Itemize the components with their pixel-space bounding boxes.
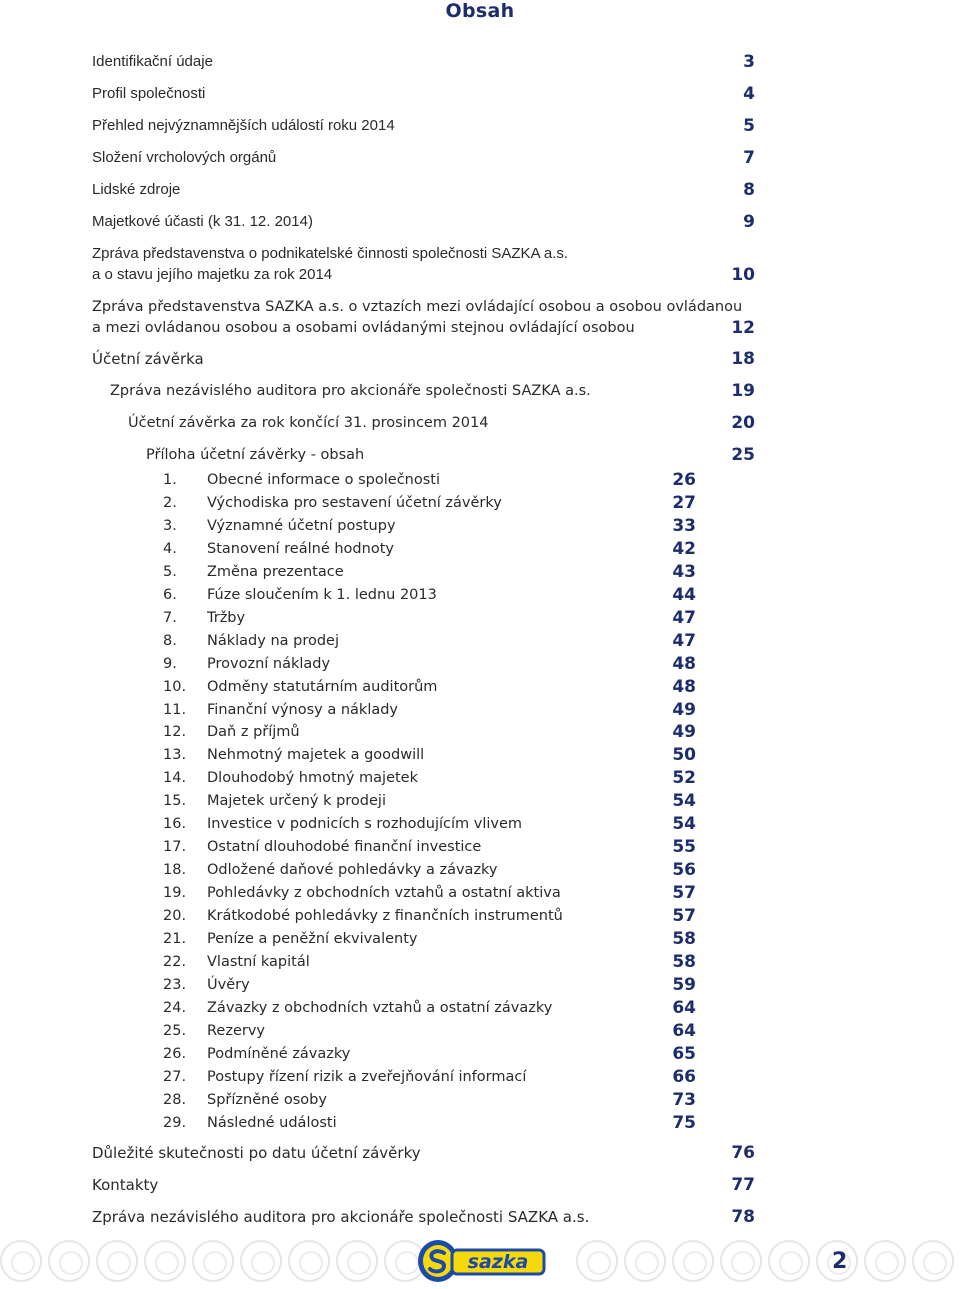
toc-page: 77	[731, 1175, 755, 1195]
note-label: Úvěry	[207, 976, 250, 993]
toc-label: Zpráva nezávislého auditora pro akcionáře společnosti SAZKA a.s.	[110, 383, 591, 399]
toc-entry-line2	[92, 265, 332, 285]
toc-entry[interactable]	[110, 381, 591, 401]
note-number: 19.	[163, 885, 187, 902]
toc-entry[interactable]	[92, 84, 205, 104]
note-page: 50	[672, 745, 696, 766]
note-entry[interactable]	[163, 929, 417, 949]
note-page: 59	[672, 974, 696, 995]
note-number: 15.	[163, 793, 187, 810]
note-number: 12.	[163, 724, 187, 741]
note-entry[interactable]	[163, 700, 398, 720]
note-number: 28.	[163, 1091, 187, 1108]
toc-label: Majetkové účasti (k 31. 12. 2014)	[92, 213, 313, 230]
note-label: Následné události	[207, 1114, 337, 1131]
watermark-circle	[576, 1240, 618, 1282]
note-label: Spřízněné osoby	[207, 1091, 327, 1108]
toc-page: 25	[731, 445, 755, 465]
note-entry[interactable]	[163, 975, 250, 995]
note-number: 9.	[163, 655, 177, 672]
note-entry[interactable]	[163, 470, 440, 490]
toc-label: Zpráva nezávislého auditora pro akcionáře společnosti SAZKA a.s.	[92, 1208, 590, 1226]
note-page: 66	[672, 1066, 696, 1087]
toc-label: Kontakty	[92, 1176, 159, 1194]
toc-page: 78	[731, 1207, 755, 1227]
note-page: 52	[672, 768, 696, 789]
watermark-circle	[336, 1240, 378, 1282]
note-page: 48	[672, 676, 696, 697]
note-page: 44	[672, 584, 696, 605]
toc-page: 76	[731, 1143, 755, 1163]
note-page: 26	[672, 470, 696, 490]
note-entry[interactable]	[163, 1044, 350, 1064]
note-page: 48	[672, 653, 696, 674]
note-entry[interactable]	[163, 562, 344, 582]
note-number: 10.	[163, 678, 187, 695]
note-number: 22.	[163, 953, 187, 970]
toc-entry[interactable]	[92, 180, 180, 200]
note-number: 24.	[163, 999, 187, 1016]
note-number: 16.	[163, 816, 187, 833]
note-page: 55	[672, 837, 696, 858]
watermark-circle	[288, 1240, 330, 1282]
note-entry[interactable]	[163, 1113, 337, 1133]
note-number: 1.	[163, 472, 177, 488]
note-entry[interactable]	[163, 1021, 265, 1041]
toc-entry[interactable]	[92, 1175, 158, 1195]
page-number: 2	[832, 1249, 848, 1274]
toc-entry[interactable]	[92, 297, 742, 317]
toc-page: 20	[731, 413, 755, 433]
toc-page: 10	[731, 265, 755, 285]
note-entry[interactable]	[163, 654, 330, 674]
toc-label: Zpráva představenstva o podnikatelské činnosti společnosti SAZKA a.s.	[92, 245, 569, 262]
toc-entry[interactable]	[92, 116, 395, 136]
note-entry[interactable]	[163, 883, 561, 903]
toc-entry[interactable]	[128, 413, 488, 433]
toc-page: 5	[743, 116, 755, 136]
note-label: Investice v podnicích s rozhodujícím vlivem	[207, 816, 522, 833]
note-entry[interactable]	[163, 952, 310, 972]
toc-page: 9	[743, 212, 755, 232]
note-page: 73	[672, 1089, 696, 1110]
note-label: Obecné informace o společnosti	[207, 472, 441, 488]
toc-page: 12	[731, 318, 755, 338]
toc-label: Zpráva představenstva SAZKA a.s. o vztazích mezi ovládající osobou a osobou ovládanou	[92, 299, 743, 315]
note-page: 58	[672, 951, 696, 972]
note-label: Významné účetní postupy	[207, 517, 396, 534]
watermark-circle	[768, 1240, 810, 1282]
toc-label: Identifikační údaje	[92, 53, 213, 70]
note-number: 2.	[163, 494, 177, 511]
note-label: Nehmotný majetek a goodwill	[207, 747, 425, 764]
note-number: 8.	[163, 632, 177, 649]
note-label: Odložené daňové pohledávky a závazky	[207, 862, 498, 879]
watermark-circle	[624, 1240, 666, 1282]
note-label: Náklady na prodej	[207, 632, 339, 649]
toc-entry[interactable]	[92, 1143, 421, 1163]
note-entry[interactable]	[163, 677, 437, 697]
toc-entry[interactable]	[92, 1207, 589, 1227]
note-number: 29.	[163, 1114, 187, 1131]
watermark-circle	[192, 1240, 234, 1282]
note-page: 57	[672, 883, 696, 904]
watermark-circle	[864, 1240, 906, 1282]
note-label: Provozní náklady	[207, 655, 331, 672]
page-title: Obsah	[445, 0, 515, 22]
toc-page: 7	[743, 148, 755, 168]
note-entry[interactable]	[163, 608, 245, 628]
note-page: 27	[672, 492, 696, 513]
note-label: Podmíněné závazky	[207, 1045, 351, 1062]
watermark-circle	[240, 1240, 282, 1282]
toc-label: a mezi ovládanou osobou a osobami ovládanými stejnou ovládající osobou	[92, 320, 635, 336]
note-label: Postupy řízení rizik a zveřejňování informací	[207, 1068, 527, 1085]
note-page: 64	[672, 997, 696, 1018]
note-label: Peníze a peněžní ekvivalenty	[207, 931, 418, 947]
note-page: 47	[672, 630, 696, 651]
note-page: 65	[672, 1043, 696, 1064]
note-number: 11.	[163, 701, 187, 718]
note-entry[interactable]	[163, 791, 386, 811]
note-number: 5.	[163, 563, 177, 580]
note-label: Finanční výnosy a náklady	[207, 701, 399, 718]
toc-entry[interactable]	[146, 445, 364, 465]
toc-page: 18	[731, 349, 755, 369]
watermark-circle	[144, 1240, 186, 1282]
note-page: 64	[672, 1020, 696, 1041]
note-number: 7.	[163, 609, 177, 626]
note-label: Změna prezentace	[207, 563, 344, 580]
note-entry[interactable]	[163, 998, 552, 1018]
toc-label: a o stavu jejího majetku za rok 2014	[92, 266, 333, 283]
note-entry[interactable]	[163, 814, 522, 834]
note-label: Východiska pro sestavení účetní závěrky	[207, 494, 502, 511]
toc-label: Složení vrcholových orgánů	[92, 149, 277, 166]
note-label: Majetek určený k prodeji	[207, 793, 386, 810]
note-number: 4.	[163, 540, 177, 557]
toc-page: 19	[731, 381, 755, 401]
note-label: Pohledávky z obchodních vztahů a ostatní aktiva	[207, 885, 561, 902]
note-page: 49	[672, 699, 696, 720]
note-label: Krátkodobé pohledávky z finančních instrumentů	[207, 908, 563, 925]
note-entry[interactable]	[163, 585, 437, 605]
toc-page: 3	[743, 52, 755, 72]
note-entry[interactable]	[163, 493, 502, 513]
note-number: 26.	[163, 1045, 187, 1062]
note-entry[interactable]	[163, 516, 396, 536]
toc-entry[interactable]	[92, 212, 313, 232]
watermark-circle	[720, 1240, 762, 1282]
note-page: 42	[672, 538, 696, 559]
toc-label: Přehled nejvýznamnějších událostí roku 2014	[92, 117, 395, 134]
note-page: 47	[672, 607, 696, 628]
note-page: 43	[672, 561, 696, 582]
watermark-circle	[0, 1240, 42, 1282]
toc-label: Příloha účetní závěrky - obsah	[146, 447, 365, 463]
note-number: 25.	[163, 1022, 187, 1039]
note-label: Fúze sloučením k 1. lednu 2013	[207, 586, 437, 603]
note-page: 33	[672, 515, 696, 536]
toc-entry[interactable]	[92, 148, 276, 168]
toc-page: 8	[743, 180, 755, 200]
note-label: Odměny statutárním auditorům	[207, 678, 438, 695]
note-number: 13.	[163, 747, 187, 764]
note-number: 20.	[163, 908, 187, 925]
toc-entry[interactable]	[92, 244, 568, 264]
toc-label: Důležité skutečnosti po datu účetní závěrky	[92, 1144, 421, 1162]
note-page: 54	[672, 791, 696, 812]
note-entry[interactable]	[163, 539, 394, 559]
toc-label: Lidské zdroje	[92, 181, 181, 198]
toc-page: 4	[743, 84, 755, 104]
note-label: Vlastní kapitál	[207, 953, 310, 970]
toc-label: Profil společnosti	[92, 85, 206, 102]
sazka-logo	[416, 1236, 548, 1286]
note-number: 14.	[163, 770, 187, 787]
note-label: Tržby	[207, 609, 246, 626]
watermark-circle	[96, 1240, 138, 1282]
toc-label: Účetní závěrka za rok končící 31. prosincem 2014	[128, 415, 489, 431]
note-entry[interactable]	[163, 745, 424, 765]
logo-text: sazka	[467, 1251, 529, 1273]
toc-entry[interactable]	[92, 52, 213, 72]
note-label: Závazky z obchodních vztahů a ostatní závazky	[207, 999, 553, 1016]
note-page: 75	[672, 1112, 696, 1133]
note-entry[interactable]	[163, 1090, 327, 1110]
watermark-circle	[672, 1240, 714, 1282]
note-number: 3.	[163, 517, 177, 534]
note-label: Rezervy	[207, 1022, 265, 1039]
note-entry[interactable]	[163, 722, 300, 742]
note-page: 54	[672, 814, 696, 835]
watermark-circle	[912, 1240, 954, 1282]
note-page: 57	[672, 906, 696, 927]
note-entry[interactable]	[163, 1067, 526, 1087]
note-entry[interactable]	[163, 860, 498, 880]
toc-entry[interactable]	[92, 349, 204, 369]
note-label: Ostatní dlouhodobé finanční investice	[207, 839, 482, 856]
note-label: Daň z příjmů	[207, 724, 300, 741]
note-number: 17.	[163, 839, 187, 856]
note-label: Stanovení reálné hodnoty	[207, 540, 394, 557]
note-entry[interactable]	[163, 906, 563, 926]
note-number: 6.	[163, 586, 177, 603]
note-page: 56	[672, 860, 696, 881]
toc-label: Účetní závěrka	[92, 350, 204, 368]
note-number: 21.	[163, 931, 187, 947]
note-entry[interactable]	[163, 768, 418, 788]
note-number: 18.	[163, 862, 187, 879]
toc-entry-line2	[92, 318, 635, 338]
note-number: 27.	[163, 1068, 187, 1085]
note-number: 23.	[163, 976, 187, 993]
note-page: 49	[672, 722, 696, 743]
watermark-circle	[48, 1240, 90, 1282]
note-entry[interactable]	[163, 837, 481, 857]
note-label: Dlouhodobý hmotný majetek	[207, 770, 419, 787]
note-entry[interactable]	[163, 631, 339, 651]
note-page: 58	[672, 929, 696, 949]
